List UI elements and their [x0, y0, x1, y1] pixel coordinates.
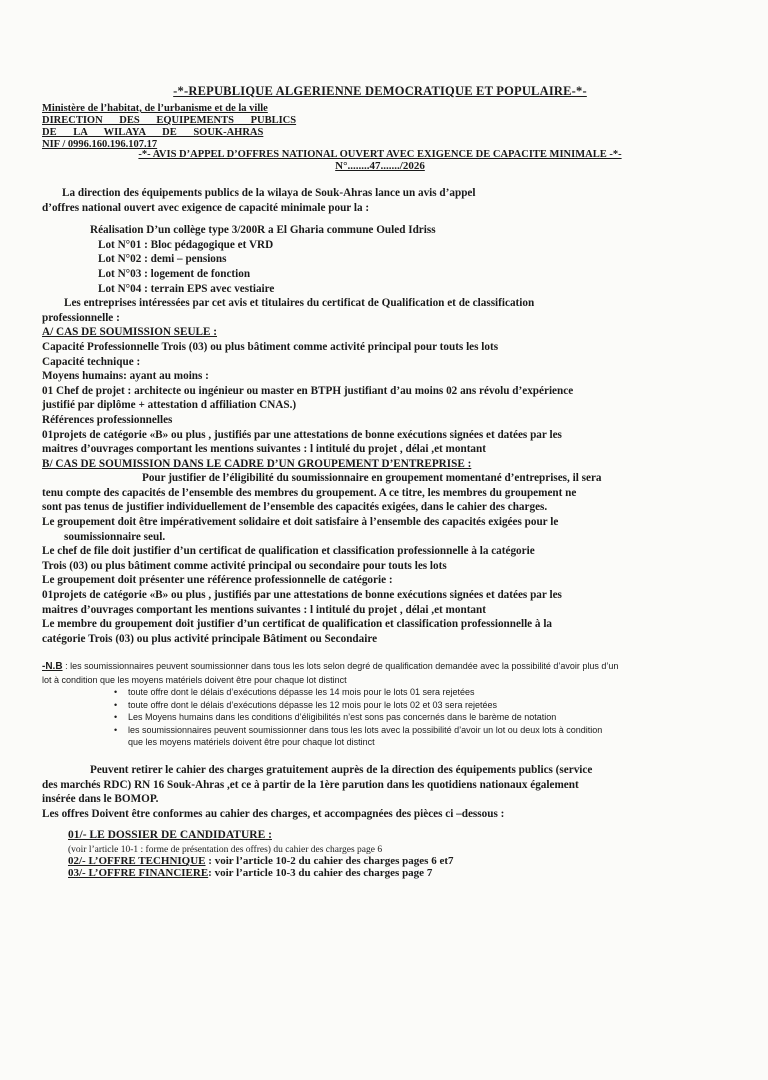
groupement-p2-line-2: soumissionnaire seul. — [64, 530, 166, 543]
retirer-line-2: des marchés RDC) RN 16 Souk-Ahras ,et ce à partir de la 1ère parution dans les quotidiens nationaux également — [42, 778, 579, 791]
references-line-1: 01projets de catégorie «B» ou plus , justifiés par une attestations de bonne exécutions signées et datées par les — [42, 428, 562, 441]
groupement-p5-line-2: maitres d’ouvrages comportant les mentions suivantes : l intitulé du projet , délai ,et montant — [42, 603, 486, 616]
list-item: • Les Moyens humains dans les conditions d’éligibilités n’est sons pas concernés dans le barème de notation — [114, 712, 557, 723]
lot-item: Lot N°03 : logement de fonction — [98, 267, 251, 280]
documents-block — [42, 829, 718, 879]
section-a-title: A/ CAS DE SOUMISSION SEULE : — [42, 326, 218, 339]
retirer-block — [42, 763, 718, 821]
nb-line-2: lot à condition que les moyens matériels doivent être pour chaque lot distinct — [42, 674, 347, 685]
offre-financiere-line: 03/- L’OFFRE FINANCIERE: voir l’article 10-3 du cahier des charges page 7 — [68, 867, 433, 880]
retirer-line-1: Peuvent retirer le cahier des charges gratuitement auprès de la direction des équipements publics (service — [90, 763, 593, 776]
ministry-block — [42, 103, 718, 151]
direction-line: DIRECTION DES EQUIPEMENTS PUBLICS — [42, 115, 297, 126]
retirer-line-4: Les offres Doivent être conformes au cahier des charges, et accompagnées des pièces ci –dessous : — [42, 807, 505, 820]
eligibility-line-2: professionnelle : — [42, 311, 120, 324]
groupement-p1-line-2: tenu compte des capacités de l’ensemble des membres du groupement. A ce titre, les membres du groupement ne — [42, 486, 577, 499]
lot-item: Lot N°01 : Bloc pédagogique et VRD — [98, 238, 274, 251]
capacite-technique: Capacité technique : — [42, 355, 141, 368]
avis-number: N°........47......./2026 — [335, 160, 425, 172]
groupement-p3-line-2: Trois (03) ou plus bâtiment comme activité principal ou secondaire pour touts les lots — [42, 559, 447, 572]
groupement-p6-line-2: catégorie Trois (03) ou plus activité principale Bâtiment ou Secondaire — [42, 632, 378, 645]
list-item: • toute offre dont le délais d’exécutions dépasse les 12 mois pour le lots 02 et 03 sera rejetées — [114, 699, 498, 710]
lot-item: Lot N°02 : demi – pensions — [98, 253, 227, 266]
lot-item: Lot N°04 : terrain EPS avec vestiaire — [98, 282, 275, 295]
list-item: • les soumissionnaires peuvent soumissionner dans tous les lots avec la possibilité d’avoir un lot ou deux lots à condition que les moyens matériels doivent être pour chaque lot distinct — [128, 724, 718, 749]
ministry-line: Ministère de l’habitat, de l’urbanisme et de la ville — [42, 103, 268, 114]
bullet-icon: • — [114, 712, 118, 723]
dossier-candidature-ref: (voir l’article 10-1 : forme de présentation des offres) du cahier des charges page 6 — [68, 845, 383, 856]
nb-bullet-list — [42, 686, 718, 749]
avis-title: -*- AVIS D’APPEL D’OFFRES NATIONAL OUVERT AVEC EXIGENCE DE CAPACITE MINIMALE -*- — [138, 149, 622, 160]
references-title: Références professionnelles — [42, 413, 173, 426]
bullet-icon: • — [114, 687, 118, 698]
nb-block — [42, 660, 718, 749]
chef-projet-line-1: 01 Chef de projet : architecte ou ingénieur ou master en BTPH justifiant d’au moins 02 ans révolu d’expérience — [42, 384, 574, 397]
moyens-humains: Moyens humains: ayant au moins : — [42, 370, 209, 383]
chef-projet-line-2: justifié par diplôme + attestation d affiliation CNAS.) — [42, 399, 297, 412]
intro-line-1: La direction des équipements publics de la wilaya de Souk-Ahras lance un avis d’appel — [62, 187, 476, 199]
eligibility-line-1: Les entreprises intéressées par cet avis et titulaires du certificat de Qualification et de classification — [64, 297, 535, 310]
groupement-p6-line-1: Le membre du groupement doit justifier d’un certificat de qualification et classification professionnelle à la — [42, 618, 553, 631]
section-b-title: B/ CAS DE SOUMISSION DANS LE CADRE D’UN GROUPEMENT D’ENTREPRISE : — [42, 457, 472, 470]
nb-label: -N.B — [42, 661, 63, 673]
groupement-p4: Le groupement doit présenter une référence professionnelle de catégorie : — [42, 574, 393, 587]
list-item: • toute offre dont le délais d’exécutions dépasse les 14 mois pour le lots 01 sera rejetées — [114, 687, 475, 698]
republic-title: -*-REPUBLIQUE ALGERIENNE DEMOCRATIQUE ET POPULAIRE-*- — [173, 84, 587, 98]
project-title: Réalisation D’un collège type 3/200R a El Gharia commune Ouled Idriss — [90, 224, 436, 237]
nif-line: NIF / 0996.160.196.107.17 — [42, 139, 158, 150]
bullet-continuation: que les moyens matériels doivent être pour chaque lot distinct — [128, 737, 375, 748]
groupement-p1-line-3: sont pas tenus de justifier individuellement de l’ensemble des capacités exigées, dans le cahier des charges. — [42, 501, 548, 514]
dossier-candidature-title: 01/- LE DOSSIER DE CANDIDATURE : — [68, 829, 272, 842]
groupement-p2-line-1: Le groupement doit être impérativement solidaire et doit satisfaire à l’ensemble des capacités exigées pour le — [42, 516, 559, 529]
groupement-p5-line-1: 01projets de catégorie «B» ou plus , justifiés par une attestations de bonne exécutions signées et datées par les — [42, 589, 562, 602]
groupement-p3-line-1: Le chef de file doit justifier d’un certificat de qualification et classification professionnelle à la catégorie — [42, 545, 535, 558]
groupement-p1-line-1: Pour justifier de l’éligibilité du soumissionnaire en groupement momentané d’entreprises, il sera — [142, 472, 602, 485]
intro-line-2: d’offres national ouvert avec exigence de capacité minimale pour la : — [42, 201, 370, 214]
offre-technique-line: 02/- L’OFFRE TECHNIQUE : voir l’article 10-2 du cahier des charges pages 6 et7 — [68, 855, 454, 868]
bullet-icon: • — [114, 724, 118, 735]
retirer-line-3: insérée dans le BOMOP. — [42, 793, 159, 806]
bullet-icon: • — [114, 699, 118, 710]
references-line-2: maitres d’ouvrages comportant les mentions suivantes : l intitulé du projet , délai ,et montant — [42, 443, 486, 456]
wilaya-line: DE LA WILAYA DE SOUK-AHRAS — [42, 127, 264, 138]
capacite-professionnelle: Capacité Professionnelle Trois (03) ou plus bâtiment comme activité principal pour touts les lots — [42, 340, 499, 353]
nb-line-1: : les soumissionnaires peuvent soumissionner dans tous les lots selon degré de qualification demandée avec la possibilité d’avoir plus d’un — [62, 661, 619, 672]
